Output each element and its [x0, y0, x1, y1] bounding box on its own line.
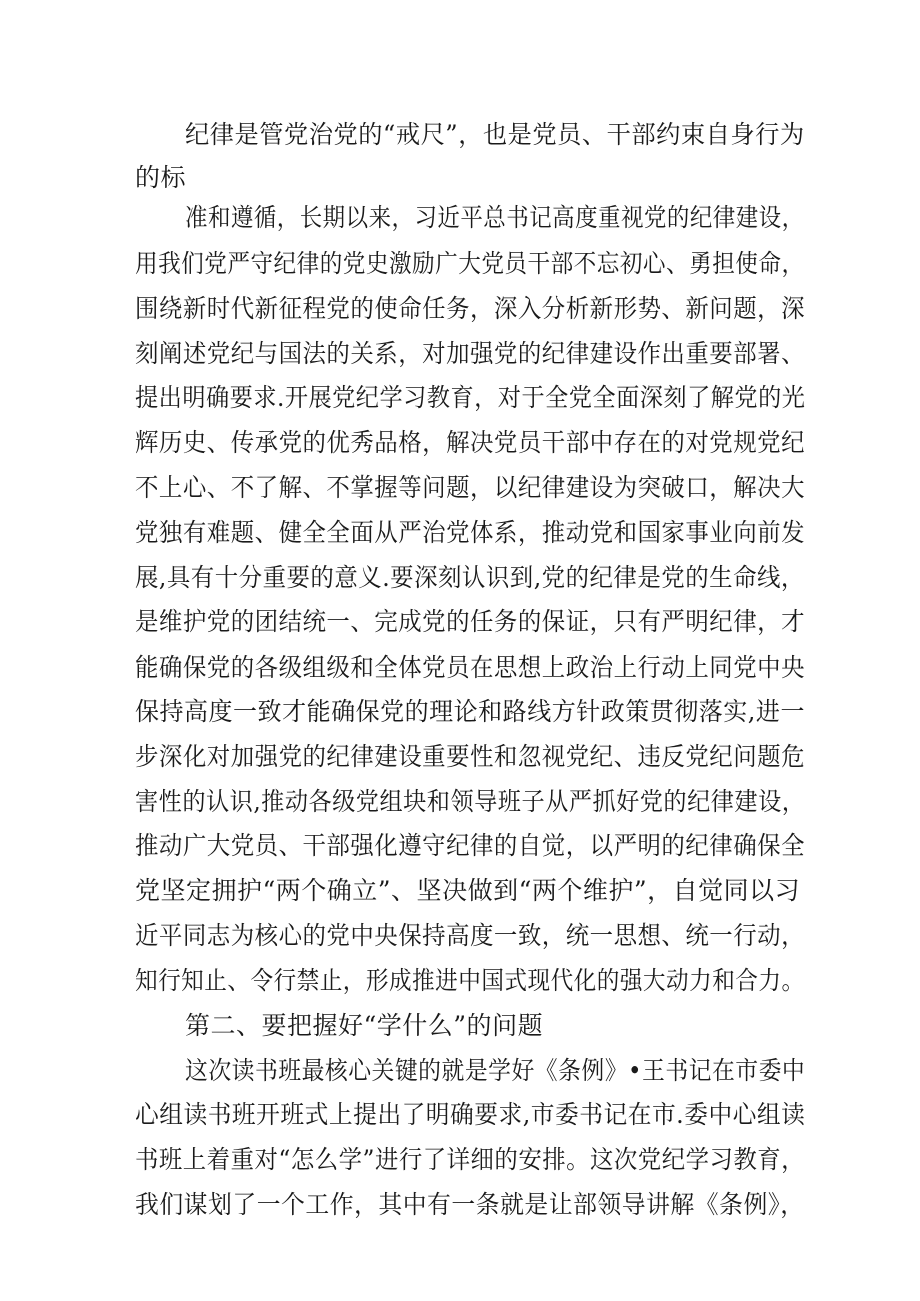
text-line: 近平同志为核心的党中央保持高度一致，统一思想、统一行动，	[135, 921, 806, 950]
text-line: 心组读书班开班式上提出了明确要求,市委书记在市.委中心组读	[135, 1100, 806, 1129]
text-line: 党独有难题、健全全面从严治党体系，推动党和国家事业向前发	[135, 518, 806, 547]
text-line: 不上心、不了解、不掌握等问题，以纪律建设为突破口，解决大	[135, 473, 806, 502]
text-line: 辉历史、传承党的优秀品格，解决党员干部中存在的对党规党纪	[135, 428, 806, 457]
text-line: 能确保党的各级组级和全体党员在思想上政治上行动上同党中央	[135, 653, 806, 682]
text-line: 准和遵循，长期以来，习近平总书记高度重视党的纪律建设，	[185, 203, 805, 232]
text-line: 我们谋划了一个工作，其中有一条就是让部领导讲解《条例》，	[135, 1190, 805, 1219]
text-line: 书班上着重对“怎么学”进行了详细的安排。这次党纪学习教育，	[135, 1145, 806, 1174]
text-line: 是维护党的团结统一、完成党的任务的保证，只有严明纪律，才	[135, 607, 806, 636]
text-line: 用我们党严守纪律的党史激励广大党员干部不忘初心、勇担使命，	[135, 249, 805, 278]
text-line: 保持高度一致才能确保党的理论和路线方针政策贯彻落实,进一	[135, 697, 805, 726]
text-line: 提出明确要求.开展党纪学习教育，对于全党全面深刻了解党的光	[135, 383, 806, 412]
text-line: 展,具有十分重要的意义.要深刻认识到,党的纪律是党的生命线，	[135, 563, 805, 592]
section-heading: 第二、要把握好“学什么”的问题	[185, 1011, 544, 1040]
text-line: 害性的认识,推动各级党组块和领导班子从严抓好党的纪律建设，	[135, 787, 806, 816]
text-line: 这次读书班最核心关键的就是学好《条例》•王书记在市委中	[185, 1056, 806, 1085]
text-line: 的标	[135, 163, 187, 192]
text-line: 推动广大党员、干部强化遵守纪律的自觉，以严明的纪律确保全	[135, 831, 806, 860]
text-line: 围绕新时代新征程党的使命任务，深入分析新形势、新问题，深	[135, 294, 806, 323]
text-line: 知行知止、令行禁止，形成推进中国式现代化的强大动力和合力。	[135, 966, 805, 995]
text-line: 刻阐述党纪与国法的关系，对加强党的纪律建设作出重要部署、	[135, 339, 806, 368]
text-line: 纪律是管党治党的“戒尺”，也是党员、干部约束自身行为	[185, 120, 805, 149]
text-line: 党坚定拥护“两个确立”、坚决做到“两个维护”，自觉同以习	[135, 876, 801, 905]
text-line: 步深化对加强党的纪律建设重要性和忽视党纪、违反党纪问题危	[135, 742, 806, 771]
